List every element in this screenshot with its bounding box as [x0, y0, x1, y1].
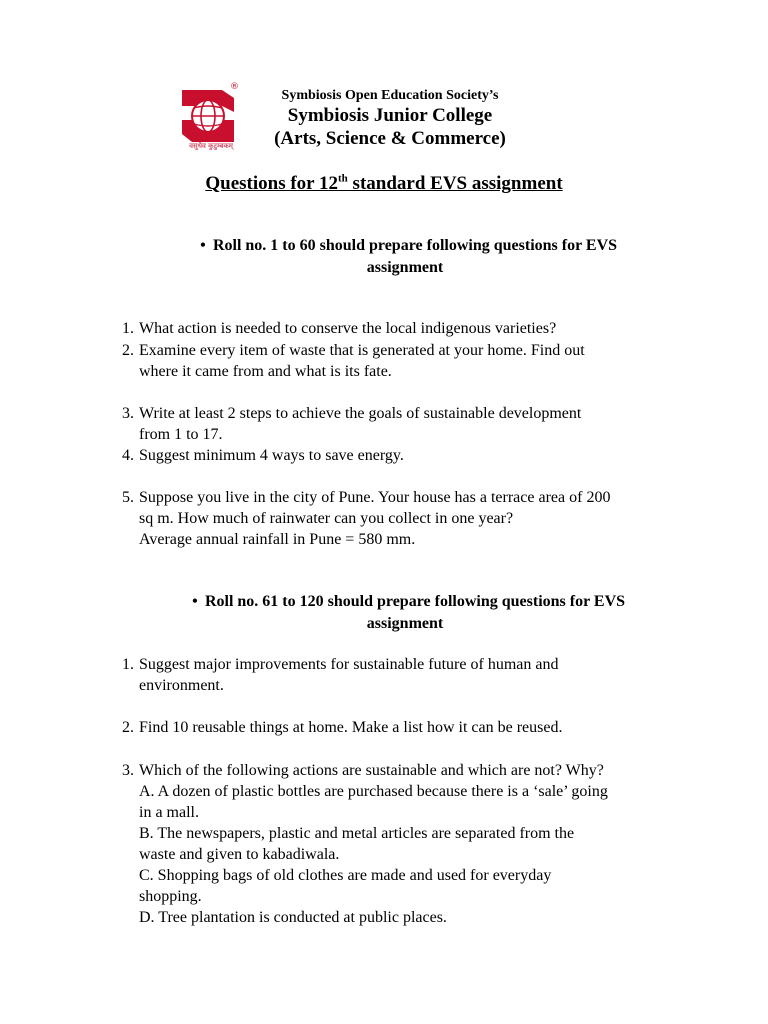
question-number: 4. — [122, 447, 134, 464]
title-suffix: standard EVS assignment — [347, 173, 563, 194]
question-line: Which of the following actions are sustainable and which are not? Why? — [139, 762, 604, 779]
question-line: Suppose you live in the city of Pune. Your house has a terrace area of 200 — [139, 489, 611, 506]
question-line: in a mall. — [139, 804, 199, 821]
registered-mark: ® — [230, 82, 239, 92]
section2-heading-line2: assignment — [366, 615, 444, 632]
section1-heading — [120, 235, 690, 279]
section1-question — [112, 487, 692, 550]
section2-heading — [120, 591, 690, 635]
college-streams: (Arts, Science & Commerce) — [274, 128, 506, 149]
question-line: sq m. How much of rainwater can you collect in one year? — [139, 510, 514, 527]
title-prefix: Questions for 12 — [205, 173, 339, 194]
bullet-icon: • — [200, 237, 206, 254]
question-number: 3. — [122, 762, 134, 779]
bullet-icon: • — [192, 593, 198, 610]
section1-heading-line2: assignment — [366, 259, 444, 276]
question-line: Suggest major improvements for sustainable future of human and — [139, 656, 559, 673]
question-line: Write at least 2 steps to achieve the goals of sustainable development — [139, 405, 582, 422]
question-line: What action is needed to conserve the local indigenous varieties? — [139, 320, 557, 337]
question-line: from 1 to 17. — [139, 426, 223, 443]
question-line: C. Shopping bags of old clothes are made and used for everyday — [139, 867, 552, 884]
question-number: 5. — [122, 489, 134, 506]
question-line: Suggest minimum 4 ways to save energy. — [139, 447, 404, 464]
question-line: A. A dozen of plastic bottles are purchased because there is a ‘sale’ going — [139, 783, 608, 800]
section2-question — [112, 717, 692, 738]
section1-question — [112, 445, 692, 466]
logo-motto: वसुधैव कुटुम्बकम् — [189, 142, 233, 150]
section2-question — [112, 760, 692, 928]
question-line: Average annual rainfall in Pune = 580 mm. — [139, 531, 416, 548]
question-line: Examine every item of waste that is generated at your home. Find out — [139, 342, 585, 359]
section1-question — [112, 403, 692, 445]
question-number: 1. — [122, 656, 134, 673]
section1-question — [112, 318, 692, 339]
question-line: D. Tree plantation is conducted at public places. — [139, 909, 447, 926]
question-number: 1. — [122, 320, 134, 337]
question-line: shopping. — [139, 888, 202, 905]
section1-question — [112, 340, 692, 382]
society-name: Symbiosis Open Education Society’s — [281, 88, 499, 103]
question-line: where it came from and what is its fate. — [139, 363, 392, 380]
section2-heading-line1: Roll no. 61 to 120 should prepare following questions for EVS — [204, 593, 626, 610]
section1-heading-line1: Roll no. 1 to 60 should prepare following questions for EVS — [212, 237, 618, 254]
question-number: 2. — [122, 719, 134, 736]
college-logo — [178, 84, 244, 154]
college-name: Symbiosis Junior College — [287, 105, 493, 126]
question-number: 3. — [122, 405, 134, 422]
question-line: B. The newspapers, plastic and metal articles are separated from the — [139, 825, 575, 842]
page-title — [0, 173, 768, 195]
question-line: Find 10 reusable things at home. Make a list how it can be reused. — [139, 719, 563, 736]
title-superscript: th — [338, 172, 348, 185]
section2-question — [112, 654, 692, 696]
question-number: 2. — [122, 342, 134, 359]
question-line: environment. — [139, 677, 224, 694]
question-line: waste and given to kabadiwala. — [139, 846, 340, 863]
